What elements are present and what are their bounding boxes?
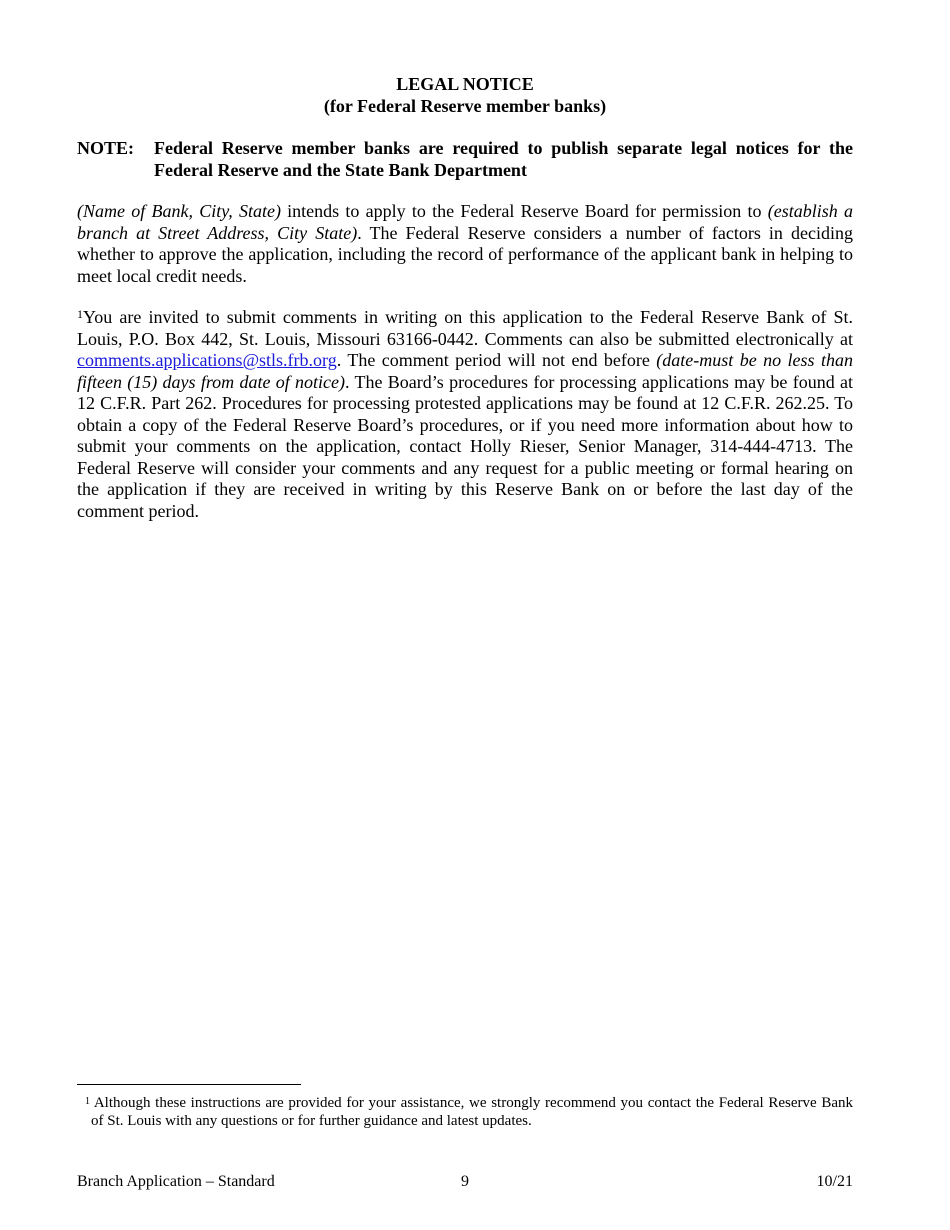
footer-document-name: Branch Application – Standard xyxy=(77,1173,275,1190)
footnote-mark: 1 xyxy=(85,1096,90,1107)
title-line: LEGAL NOTICE xyxy=(396,74,534,94)
footnote-reference[interactable]: 1 xyxy=(77,307,83,321)
bank-name-placeholder: (Name of Bank, City, State) xyxy=(77,201,281,221)
paragraph-text: . The comment period will not end before xyxy=(336,350,657,370)
email-link[interactable]: comments.applications@stls.frb.org xyxy=(77,350,337,370)
footnote-divider xyxy=(77,1084,301,1085)
subtitle-line: (for Federal Reserve member banks) xyxy=(323,96,607,116)
note-block xyxy=(77,137,853,181)
paragraph-text: . The Federal Reserve considers a number of factors in deciding whether to approve the application, including the record of performance of the applicant bank in helping to meet local credit needs. xyxy=(77,222,853,286)
footnote xyxy=(77,1094,853,1130)
paragraph-text: . The Board’s procedures for processing applications may be found at 12 C.F.R. Part 262. Procedures for processing protested applications may be found at 12 C.F.R. 262.25. To obtain a copy of the Federal Reserve Board’s procedures, or if you need more information about how to submit your comments on the application, contact Holly Rieser, Senior Manager, 314-444-4713. The Federal Reserve will consider your comments and any request for a public meeting or formal hearing on the application if they are received in writing by this Reserve Bank on or before the last day of the comment period. xyxy=(77,371,853,521)
date-placeholder: (date-must be no less than fifteen (15) days from date of notice) xyxy=(77,350,853,392)
note-label: NOTE: xyxy=(77,138,135,158)
paragraph-text: You are invited to submit comments in writing on this application to the Federal Reserve Bank of St. Louis, P.O. Box 442, St. Louis, Missouri 63166-0442. Comments can also be submitted electronically at xyxy=(77,307,853,349)
footnote-text: Although these instructions are provided for your assistance, we strongly recommend you contact the Federal Reserve Bank of St. Louis with any questions or for further guidance and latest updates. xyxy=(90,1095,853,1129)
footer-revision-date: 10/21 xyxy=(816,1173,853,1190)
note-text: Federal Reserve member banks are required to publish separate legal notices for the Federal Reserve and the State Bank Department xyxy=(154,138,853,180)
paragraph-comments xyxy=(77,307,853,522)
paragraph-intent xyxy=(77,201,853,287)
page-title xyxy=(77,73,853,117)
paragraph-text: intends to apply to the Federal Reserve Board for permission to xyxy=(280,201,768,221)
document-body xyxy=(77,73,853,522)
page-footer xyxy=(77,1172,853,1192)
footer-page-number: 9 xyxy=(461,1173,469,1190)
action-placeholder: (establish a branch at Street Address, City State) xyxy=(77,201,853,243)
